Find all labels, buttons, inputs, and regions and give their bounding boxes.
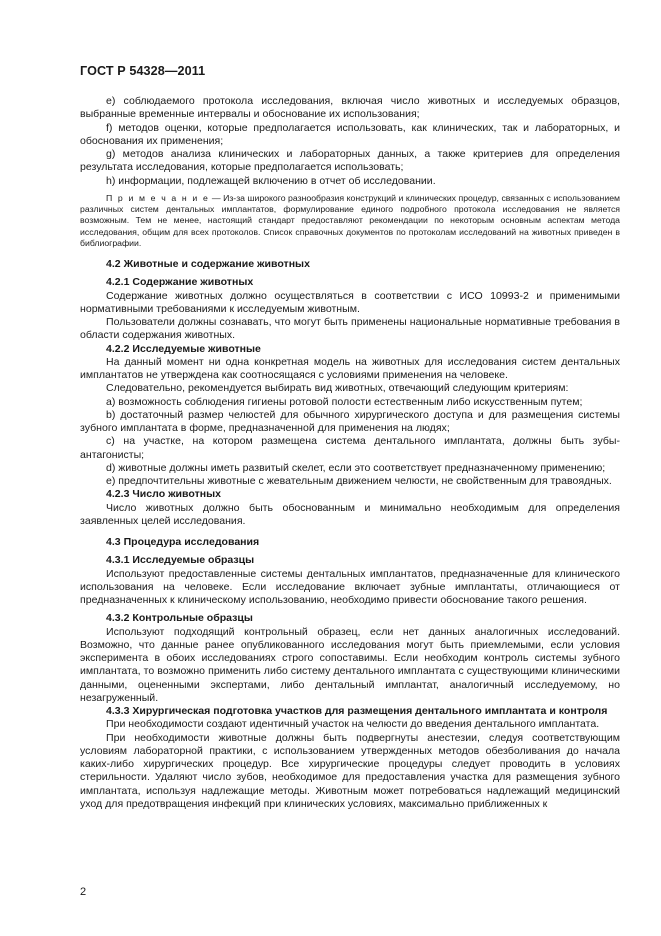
criteria-item-b: b) достаточный размер челюстей для обычного хирургического доступа и для размещения системы зубного имплантата в форме, предназначенной для применения на людях; [80, 408, 620, 435]
criteria-item-d: d) животные должны иметь развитый скелет, если это соответствует предназначенному применению; [106, 461, 606, 474]
criteria-item-a: a) возможность соблюдения гигиены ротовой полости естественным либо искусственным путем; [106, 395, 583, 408]
section-heading-4-3: 4.3 Процедура исследования [106, 536, 260, 549]
subsection-heading-4-3-2: 4.3.2 Контрольные образцы [106, 612, 253, 625]
subsection-heading-4-3-3: 4.3.3 Хирургическая подготовка участков для размещения дентального имплантата и контроля [106, 705, 608, 718]
list-item-f: f) методов оценки, которые предполагается использовать, как клинических, так и лабораторных, и обоснования их применения; [80, 121, 620, 147]
list-item-h: h) информации, подлежащей включению в отчет об исследовании. [106, 174, 436, 187]
paragraph: Используют подходящий контрольный образец, если нет данных аналогичных исследований. Возможно, что данные ранее опубликованного исследования могут быть приемлемыми, если условия эксперимента в обоих исследованиях строго сопоставимы. Если необходим контроль системы зубного имплантата, то возможно применить либо систему дентального имплантата с существующими клиническими данными, оцененными экспертами, либо дентальный имплантат, аналогичный исследуемому, но незагруженный. [80, 625, 620, 704]
subsection-heading-4-3-1: 4.3.1 Исследуемые образцы [106, 554, 255, 567]
document-body [80, 95, 620, 811]
criteria-item-e: e) предпочтительны животные с жевательным движением челюсти, не свойственным для травоядных. [106, 475, 612, 488]
note-text: — Из-за широкого разнообразия конструкций и клинических процедур, связанных с использованием различных систем дентальных имплантатов, формулирование единого подробного протокола исследования не является возможным. Тем не менее, настоящий стандарт предоставляют рекомендации по некоторым основным аспектам метода исследования, общим для всех протоколов. Список справочных документов по протоколам исследований на животных приведен в библиографии. [80, 192, 620, 248]
subsection-heading-4-2-3: 4.2.3 Число животных [106, 488, 221, 501]
list-item-e: e) соблюдаемого протокола исследования, включая число животных и исследуемых образцов, выбранные временные интервалы и обоснование их использования; [80, 95, 620, 121]
note-label: П р и м е ч а н и е [106, 192, 210, 203]
note-paragraph [80, 193, 620, 249]
paragraph: Число животных должно быть обоснованным и минимально необходимым для определения заявленных целей исследования. [80, 501, 620, 527]
paragraph: На данный момент ни одна конкретная модель на животных для исследования систем дентальных имплантатов не утверждена как соотносящаяся с условиями применения на человеке. [80, 355, 620, 382]
document-header: ГОСТ Р 54328—2011 [80, 64, 206, 78]
subsection-heading-4-2-1: 4.2.1 Содержание животных [106, 276, 254, 289]
page-number: 2 [80, 886, 87, 898]
list-item-g: g) методов анализа клинических и лабораторных данных, а также критериев для определения результата исследования, которые предполагается использовать; [80, 148, 620, 174]
paragraph: Следовательно, рекомендуется выбирать вид животных, отвечающий следующим критериям: [106, 382, 569, 395]
paragraph: Содержание животных должно осуществляться в соответствии с ИСО 10993-2 и применимыми нормативными требованиями к исследуемым животным. [80, 289, 620, 315]
section-heading-4-2: 4.2 Животные и содержание животных [106, 258, 310, 271]
subsection-heading-4-2-2: 4.2.2 Исследуемые животные [106, 342, 261, 355]
paragraph: При необходимости создают идентичный участок на челюсти до введения дентального имплантата. [106, 718, 600, 731]
paragraph: При необходимости животные должны быть подвергнуты анестезии, следуя соответствующим условиям лабораторной практики, с использованием утвержденных методов обезболивания до начала каких-либо хирургических процедур. Все хирургические процедуры следует проводить в условиях стерильности. Удаляют число зубов, необходимое для предоставления участка для размещения зубного имплантата, используя надлежащие методы. Животным может потребоваться надлежащий медицинский уход для предотвращения инфекций при клинических условиях, максимально приближенных к [80, 731, 620, 810]
paragraph: Используют предоставленные системы дентальных имплантатов, предназначенные для клинического использования на человеке. Если исследование включает зубные имплантаты, отличающиеся от предназначенных к клиническому использованию, необходимо привести обоснование такого решения. [80, 567, 620, 607]
criteria-item-c: c) на участке, на котором размещена система дентального имплантата, должны быть зубы-антагонисты; [80, 435, 620, 461]
paragraph: Пользователи должны сознавать, что могут быть применены национальные нормативные требования в области содержания животных. [80, 316, 620, 342]
